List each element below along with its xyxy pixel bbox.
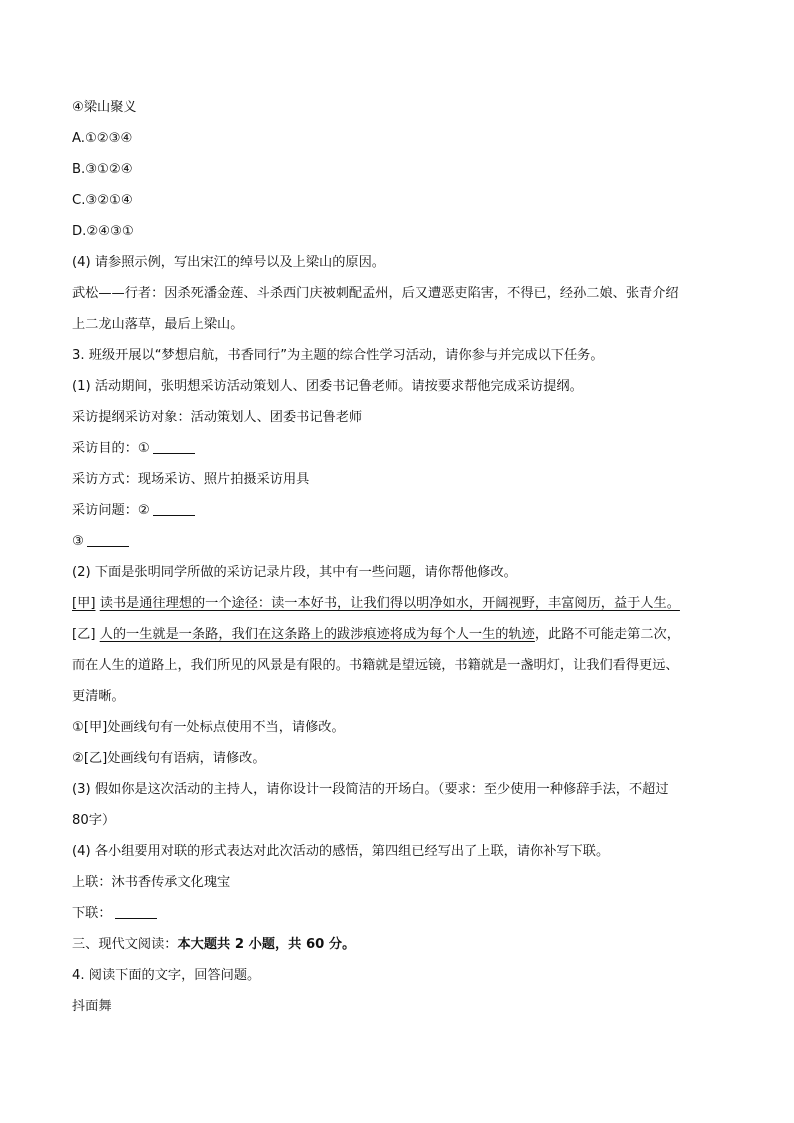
record-end: 更清晰。 — [72, 689, 125, 704]
interview-method: 采访方式：现场采访、照片拍摄采访用具 — [72, 472, 310, 487]
interview-question-label: 采访问题：② — [72, 503, 150, 518]
answer-blank-3[interactable] — [87, 532, 129, 547]
choice-b: B.③①②④ — [72, 162, 133, 177]
question-4-title: 4. 阅读下面的文字，回答问题。 — [72, 968, 261, 983]
interview-purpose-label: 采访目的：① — [72, 441, 150, 456]
choice-d: D.②④③① — [72, 224, 134, 239]
section-3-title: 三、现代文阅读： — [72, 937, 178, 952]
example-line-2: 上二龙山落草，最后上梁山。 — [72, 317, 244, 332]
document-page — [72, 92, 722, 1022]
task-jia: ①[甲]处画线句有一处标点使用不当，请修改。 — [72, 720, 345, 735]
subquestion-1: (1) 活动期间，张明想采访活动策划人、团委书记鲁老师。请按要求帮他完成采访提纲。 — [72, 379, 583, 394]
interview-question-3 — [72, 526, 722, 557]
choice-a: A.①②③④ — [72, 131, 133, 146]
subquestion-4: (4) 各小组要用对联的形式表达对此次活动的感悟，第四组已经写出了上联，请你补写下联。 — [72, 844, 610, 859]
interview-question — [72, 495, 722, 526]
answer-blank-2[interactable] — [153, 501, 195, 516]
record-yi-rest: ，此路不可能走第二次， — [534, 627, 680, 642]
option-4-text: ④梁山聚义 — [72, 100, 137, 115]
couplet-second-label: 下联： — [72, 906, 112, 921]
couplet-first: 上联：沐书香传承文化瑰宝 — [72, 875, 231, 890]
subquestion-2: (2) 下面是张明同学所做的采访记录片段，其中有一些问题，请你帮他修改。 — [72, 565, 517, 580]
answer-blank-1[interactable] — [153, 439, 195, 454]
interview-question-3-label: ③ — [72, 534, 84, 549]
subquestion-3-limit: 80字） — [72, 813, 116, 828]
question-3-title: 3. 班级开展以“梦想启航，书香同行”为主题的综合性学习活动，请你参与并完成以下任务。 — [72, 348, 604, 363]
subquestion-3: (3) 假如你是这次活动的主持人，请你设计一段简洁的开场白。（要求：至少使用一种修辞手法，不超过 — [72, 782, 669, 797]
section-3-info: 本大题共 2 小题，共 60 分。 — [177, 937, 356, 952]
choice-c: C.③②①④ — [72, 193, 133, 208]
interview-target: 采访提纲采访对象：活动策划人、团委书记鲁老师 — [72, 410, 363, 425]
article-title: 抖面舞 — [72, 999, 112, 1014]
task-yi: ②[乙]处画线句有语病，请修改。 — [72, 751, 266, 766]
section-3-heading — [72, 929, 722, 960]
answer-blank-4[interactable] — [115, 904, 157, 919]
record-yi-sentence: 人的一生就是一条路，我们在这条路上的跋涉痕迹将成为每个人一生的轨迹 — [99, 627, 535, 642]
couplet-second — [72, 898, 722, 929]
record-jia-tag: [甲] — [72, 596, 96, 611]
record-jia-sentence: 读书是通往理想的一个途径：读一本好书，让我们得以明净如水，开阔视野，丰富阅历，益于人生。 — [99, 596, 680, 611]
record-continued: 而在人生的道路上，我们所见的风景是有限的。书籍就是望远镜，书籍就是一盏明灯，让我们看得更远、 — [72, 658, 679, 673]
question-4-prompt: (4) 请参照示例，写出宋江的绰号以及上梁山的原因。 — [72, 255, 385, 270]
interview-purpose — [72, 433, 722, 464]
record-jia — [72, 588, 722, 619]
example-line-1: 武松——行者：因杀死潘金莲、斗杀西门庆被刺配孟州，后又遭恶吏陷害，不得已，经孙二娘、张青介绍 — [72, 286, 679, 301]
record-yi — [72, 619, 722, 650]
record-yi-tag: [乙] — [72, 627, 96, 642]
